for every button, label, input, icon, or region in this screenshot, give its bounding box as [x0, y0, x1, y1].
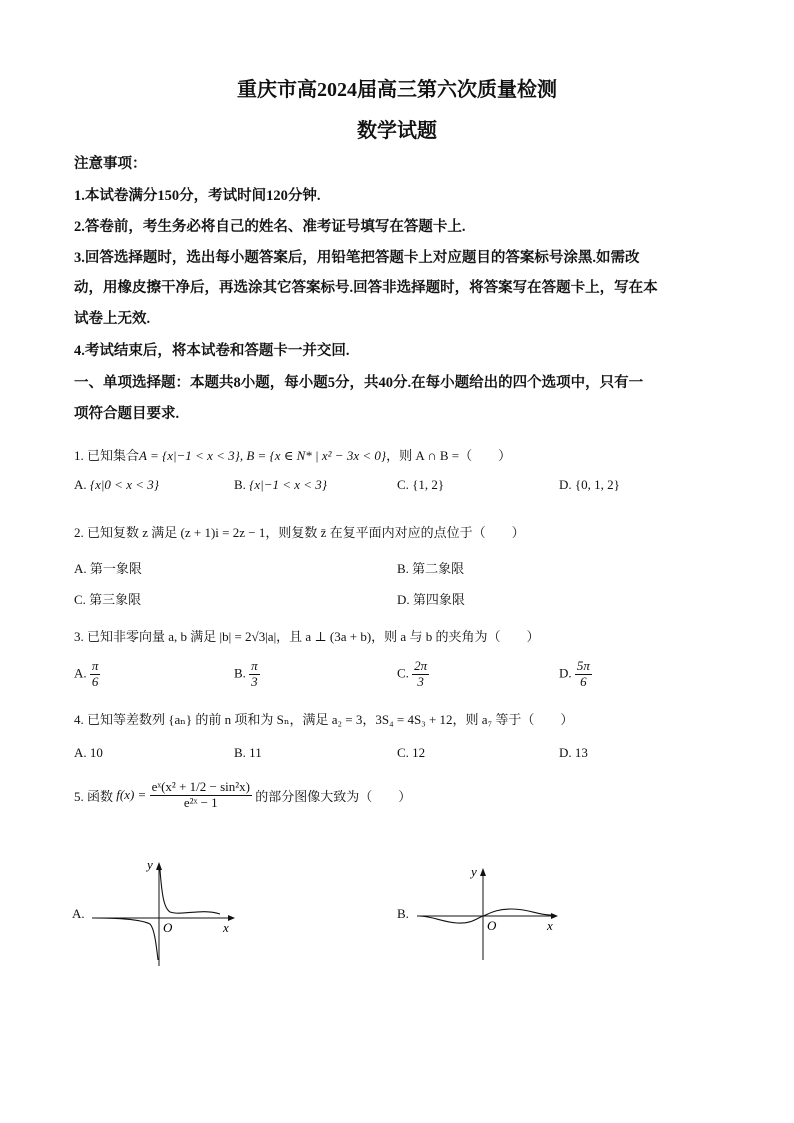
- x-axis-arrow-icon: [228, 915, 235, 921]
- question-4-option-a[interactable]: A. 10: [74, 745, 103, 760]
- axis-y-label: y: [147, 857, 153, 872]
- question-2-option-d[interactable]: D. 第四象限: [397, 592, 465, 607]
- question-1-option-c[interactable]: C. {1, 2}: [397, 477, 445, 492]
- curve-right: [160, 870, 220, 914]
- question-3-stem: 3. 已知非零向量 a, b 满足 |b| = 2√3|a|，且 a ⊥ (3a + b)，则 a 与 b 的夹角为（ ）: [74, 629, 540, 644]
- question-3-option-a[interactable]: A. $\frac{\pi}{6}$: [74, 658, 99, 689]
- question-2-option-a[interactable]: A. 第一象限: [74, 561, 142, 576]
- note-item-1: 1.本试卷满分150分，考试时间120分钟.: [74, 188, 321, 204]
- curve-left: [94, 918, 158, 960]
- question-1-option-b[interactable]: B. {x|−1 < x < 3}: [234, 477, 328, 492]
- question-5-stem: 5. 函数 f(x) = $\frac{\text{eˣ(x² + 1/2 − sin²x)}}{\text{e²ˣ − 1}}$ 的部分图像大致为（ ）: [74, 779, 412, 810]
- section-heading-cont: 项符合题目要求.: [74, 406, 180, 422]
- question-3-option-b[interactable]: B. $\frac{\pi}{3}$: [234, 658, 258, 689]
- question-2-option-b[interactable]: B. 第二象限: [397, 561, 465, 576]
- question-3-option-d[interactable]: D. $\frac{5\pi}{6}$: [559, 658, 590, 689]
- question-1-option-d[interactable]: D. {0, 1, 2}: [559, 477, 620, 492]
- question-5-option-b-label[interactable]: B.: [397, 906, 409, 921]
- question-5-graph-a[interactable]: [92, 852, 242, 970]
- note-item-3-end: 试卷上无效.: [74, 311, 151, 327]
- question-1-stem: 1. 已知集合A = {x|−1 < x < 3}, B = {x ∈ N* | x² − 3x < 0}，则 A ∩ B =（ ）: [74, 448, 512, 463]
- question-4-option-c[interactable]: C. 12: [397, 745, 426, 760]
- note-item-4: 4.考试结束后，将本试卷和答题卡一并交回.: [74, 343, 350, 359]
- axis-x-label: x: [547, 918, 553, 933]
- axis-y-label: y: [471, 864, 477, 879]
- note-item-3: 3.回答选择题时，选出每小题答案后，用铅笔把答题卡上对应题目的答案标号涂黑.如需改: [74, 250, 640, 266]
- question-2-option-c[interactable]: C. 第三象限: [74, 592, 142, 607]
- origin-label: O: [487, 918, 497, 933]
- function-lhs: f(x) =: [116, 787, 147, 803]
- question-4-option-d[interactable]: D. 13: [559, 745, 588, 760]
- question-1-option-a[interactable]: A. {x|0 < x < 3}: [74, 477, 159, 492]
- origin-label: O: [163, 920, 173, 935]
- notes-heading: 注意事项：: [74, 156, 147, 172]
- question-3-option-c[interactable]: C. $\frac{2\pi}{3}$: [397, 658, 428, 689]
- page-title: 重庆市高2024届高三第六次质量检测: [237, 79, 557, 101]
- note-item-3-cont: 动，用橡皮擦干净后，再选涂其它答案标号.回答非选择题时，将答案写在答题卡上，写在本: [74, 280, 658, 296]
- question-4-stem: 4. 已知等差数列 {aₙ} 的前 n 项和为 Sₙ，满足 a₂ = 3，3S₄ = 4S₃ + 12，则 a₇ 等于（ ）: [74, 712, 574, 727]
- question-4-option-b[interactable]: B. 11: [234, 745, 262, 760]
- y-axis-arrow-icon: [480, 868, 486, 876]
- function-fraction: $\frac{\text{eˣ(x² + 1/2 − sin²x)}}{\text{e²ˣ − 1}}$: [151, 779, 251, 810]
- question-5-option-a-label[interactable]: A.: [72, 906, 85, 921]
- axis-x-label: x: [223, 920, 229, 935]
- question-5-graph-b[interactable]: [417, 860, 567, 970]
- note-item-2: 2.答卷前，考生务必将自己的姓名、准考证号填写在答题卡上.: [74, 219, 466, 235]
- section-heading: 一、单项选择题：本题共8小题，每小题5分，共40分.在每小题给出的四个选项中，只有一: [74, 375, 644, 391]
- page-subtitle: 数学试题: [357, 120, 437, 142]
- y-axis-arrow-icon: [156, 862, 162, 870]
- question-2-stem: 2. 已知复数 z 满足 (z + 1)i = 2z − 1，则复数 z̄ 在复平面内对应的点位于（ ）: [74, 525, 525, 540]
